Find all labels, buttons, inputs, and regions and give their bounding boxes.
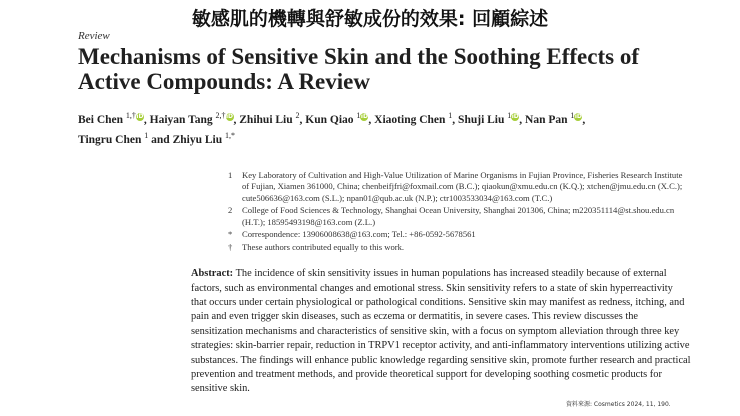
affiliation-text: College of Food Sciences & Technology, Shanghai Ocean University, Shanghai 201306, China; m220351114@st.shou.edu.cn (H.T.); 18595493198@163.com (Z.L.) <box>242 205 675 227</box>
author-affiliation-marker: 1,* <box>224 130 235 140</box>
author: Tingru Chen $^1$ and <box>78 130 173 146</box>
affiliation-item <box>228 242 688 254</box>
abstract-text: The incidence of skin sensitivity issues in human populations has increased steadily because of external factors, such as environmental changes and emotional stress. Skin sensitivity refers to a state of skin hyperreactivity that occurs under certain physiological or pathological conditions. Sensitive skin may manifest as redness, itching, and pain and even trigger skin diseases, such as eczema or dermatitis, in severe cases. This review discusses the sensitization mechanisms and characteristics of sensitive skin, with a focus on symptom alleviation through three key strategies: skin-barrier repair, reduction in TRPV1 receptor activity, and anti-inflammatory interventions utilizing active substances. The findings will enhance public knowledge regarding sensitive skin, promote further research and practical prevention and treatment methods, and provide theoretical support for developing soothing cosmetic products for sensitive skin. <box>191 268 691 395</box>
author-affiliation-marker: 2 <box>295 111 300 120</box>
author: Shuji Liu $^1$iD, <box>458 111 526 126</box>
author-affiliation-marker: 1 <box>570 111 575 120</box>
affiliation-marker: † <box>228 241 233 252</box>
paper-page <box>78 30 691 397</box>
author-affiliation-marker: 1 <box>356 111 361 120</box>
author-affiliation-marker: 1 <box>507 111 512 120</box>
affiliation-text: Key Laboratory of Cultivation and High-Value Utilization of Marine Organisms in Fujian Province, Fisheries Research Institute of Fujian, Xiamen 361000, China; chenbeifjfri@foxmail.com (B.C.); qiaokun@xmu.edu.cn (K.Q.); xtchen@jmu.edu.cn (X.C.); cute506636@163.com (S.L.); npan01@qub.ac.uk (N.P.); ctr1003533034@163.com (T.C.) <box>242 169 683 203</box>
author-affiliation-marker: 1 <box>144 130 149 140</box>
author-name: Nan Pan <box>525 113 568 126</box>
affiliation-item <box>228 229 688 241</box>
affiliation-marker: 1 <box>228 169 233 180</box>
affiliation-item <box>228 170 688 205</box>
author: Xiaoting Chen $^1$, <box>374 111 459 126</box>
affiliations <box>228 170 688 254</box>
author-name: Zhihui Liu <box>239 113 293 126</box>
abstract-label: Abstract: <box>191 268 234 280</box>
author-name: Bei Chen <box>78 113 124 126</box>
author: Haiyan Tang $^{2,\dagger}$iD, <box>149 111 240 126</box>
abstract <box>191 267 691 397</box>
author: Bei Chen $^{1,\dagger}$iD, <box>78 111 150 126</box>
author-name: Shuji Liu <box>458 113 505 126</box>
orcid-icon[interactable]: iD <box>360 113 368 120</box>
author-name: Haiyan Tang <box>149 113 213 126</box>
author-name: Zhiyu Liu <box>172 133 223 146</box>
source-note: 資料來源: Cosmetics 2024, 11, 190. <box>566 401 671 408</box>
author-affiliation-marker: 2,† <box>215 111 226 120</box>
orcid-icon[interactable]: iD <box>574 113 582 120</box>
author-list <box>78 108 678 148</box>
affiliation-text: Correspondence: 13906008638@163.com; Tel.: +86-0592-5678561 <box>242 229 476 240</box>
author-affiliation-marker: 1,† <box>125 111 136 120</box>
author: Nan Pan $^1$iD, <box>525 111 586 126</box>
author-name: Kun Qiao <box>305 113 354 126</box>
author <box>172 130 235 146</box>
orcid-icon[interactable]: iD <box>511 113 519 120</box>
orcid-icon[interactable]: iD <box>225 113 234 120</box>
affiliation-text: These authors contributed equally to this work. <box>242 241 405 252</box>
paper-title: Mechanisms of Sensitive Skin and the Soothing Effects of Active Compounds: A Review <box>78 44 639 94</box>
affiliation-marker: * <box>228 229 233 240</box>
author: Zhihui Liu $^2$, <box>239 111 306 126</box>
author-affiliation-marker: 1 <box>448 111 453 120</box>
banner-title: 敏感肌的機轉與舒敏成份的效果: 回顧綜述 <box>191 8 549 30</box>
author-name: Xiaoting Chen <box>374 113 446 126</box>
author: Kun Qiao $^1$iD, <box>305 111 375 126</box>
article-type: Review <box>78 30 110 42</box>
author-name: Tingru Chen <box>78 133 142 146</box>
affiliation-marker: 2 <box>228 205 233 216</box>
affiliation-item <box>228 205 688 228</box>
orcid-icon[interactable]: iD <box>136 113 144 120</box>
